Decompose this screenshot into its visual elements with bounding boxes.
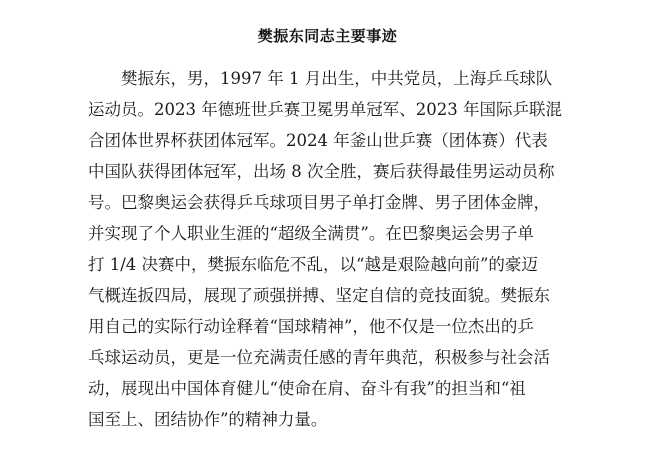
- body-line-8: 气概连扳四局，展现了顽强拼搏、坚定自信的竞技面貌。樊振东: [88, 286, 550, 305]
- body-line-5: 号。巴黎奥运会获得乒乓球项目男子单打金牌、男子团体金牌，: [88, 193, 550, 212]
- body-line-7: 打 1/4 决赛中，樊振东临危不乱，以“越是艰险越向前”的豪迈: [88, 255, 538, 274]
- body-line-10: 乓球运动员，更是一位充满责任感的青年典范，积极参与社会活: [88, 348, 550, 367]
- body-line-4: 中国队获得团体冠军，出场 8 次全胜，赛后获得最佳男运动员称: [88, 162, 555, 181]
- body-line-9: 用自己的实际行动诠释着“国球精神”，他不仅是一位杰出的乒: [88, 317, 534, 336]
- document-body: [88, 63, 578, 435]
- body-line-6: 并实现了个人职业生涯的“超级全满贯”。在巴黎奥运会男子单: [88, 224, 534, 243]
- document-title: 樊振东同志主要事迹: [257, 27, 398, 45]
- body-line-11: 动，展现出中国体育健儿“使命在肩、奋斗有我”的担当和“祖: [88, 379, 526, 398]
- body-line-3: 合团体世界杯获团体冠军。2024 年釜山世乒赛（团体赛）代表: [88, 131, 548, 150]
- body-line-12: 国至上、团结协作”的精神力量。: [88, 410, 328, 429]
- body-line-2: 运动员。2023 年德班世乒赛卫冕男单冠军、2023 年国际乒联混: [88, 100, 562, 119]
- body-line-1: 樊振东，男，1997 年 1 月出生，中共党员，上海乒乓球队: [121, 69, 553, 88]
